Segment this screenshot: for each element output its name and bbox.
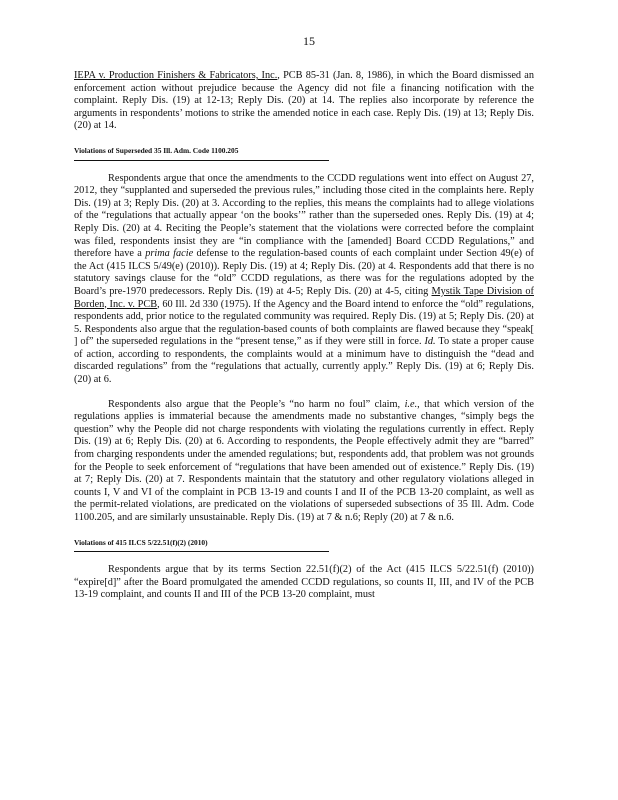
case-citation: IEPA v. Production Finishers & Fabricators, Inc. xyxy=(74,70,278,81)
page-number: 15 xyxy=(303,34,315,48)
case-citation: Mystik Tape Division of Borden, Inc. v. PCB xyxy=(74,285,534,310)
paragraph-intro xyxy=(74,70,534,133)
italic-term: Id. xyxy=(424,336,436,348)
italic-term: prima facie xyxy=(145,248,194,260)
section-heading-superseded: Violations of Superseded 35 Ill. Adm. Code 1100.205 xyxy=(74,145,534,161)
italic-term: i.e. xyxy=(404,398,418,410)
page-content xyxy=(74,70,534,614)
paragraph-statute: Respondents argue that by its terms Section 22.51(f)(2) of the Act (415 ILCS 5/22.51(f) (2010)) “expire[d]” after the Board promulgated the amended CCDD regulations, so counts II, III, and IV of the PCB 13-19 complaint, and counts II and III of the PCB 13-20 complaint, must xyxy=(74,564,534,601)
section-heading-statute: Violations of 415 ILCS 5/22.51(f)(2) (2010) xyxy=(74,537,534,553)
paragraph-text: , PCB 85-31 (Jan. 8, 1986), in which the Board dismissed an enforcement action without prejudice because the Agency did not file a financing notification with the complaint. Reply Dis. (19) at 12-13; Reply Dis. (20) at 14. The replies also incorporate by reference the arguments in respondents’ motions to strike the amended notice in each case. Reply Dis. (19) at 13; Reply Dis. (20) at 14. xyxy=(74,70,534,132)
paragraph-superseded: Respondents argue that once the amendments to the CCDD regulations went into effect on August 27, 2012, they “supplanted and superseded the previous rules,” including those cited in the complaints here. Reply Dis. (19) at 3; Reply Dis. (20) at 3. According to the replies, this means the complaints had to allege violations of the “regulations that actually appear ‘on the books’” rather than the superseded ones. Reply Dis. (19) at 4; Reply Dis. (20) at 4. Reciting the People’s statement that the violations were corrected before the complaint was filed, respondents insist they are “in compliance with the [amended] Board CCDD Regulations,” and therefore have a prima facie defense to the regulation-based counts of each complaint under Section 49(e) of the Act (415 ILCS 5/49(e) (2010)). Reply Dis. (19) at 4; Reply Dis. (20) at 4. Respondents add that there is no statutory savings clause for the “old” CCDD regulations, as there was for the regulations adopted by the Board’s pre-1970 predecessors. Reply Dis. (19) at 4-5; Reply Dis. (20) at 4-5, citing Mystik Tape Division of Borden, Inc. v. PCB, 60 Ill. 2d 330 (1975). If the Agency and the Board intend to enforce the “old” regulations, respondents add, prior notice to the regulated community was required. Reply Dis. (19) at 5; Reply Dis. (20) at 5. Respondents also argue that the regulation-based counts of both complaints are flawed because they “speak[ ] of” the superseded regulations in the “present tense,” as if they were still in force. Id. To state a proper cause of action, according to respondents, the complaints would at a minimum have to distinguish the “dead and discarded regulations” from the “regulations that actually, currently apply.” Reply Dis. (19) at 6; Reply Dis. (20) at 6. xyxy=(74,172,534,386)
paragraph-no-harm: Respondents also argue that the People’s “no harm no foul” claim, i.e., that which version of the regulations applies is immaterial because the amendments made no substantive changes, “simply begs the question” why the People did not charge respondents with violating the regulations currently in effect. Reply Dis. (19) at 6; Reply Dis. (20) at 6. According to respondents, the People effectively admit they are “barred” from charging respondents under the amended regulations; but, respondents add, that problem was not grounds for the People to seek enforcement of “regulations that have been amended out of existence.” Reply Dis. (19) at 7; Reply Dis. (20) at 7. Respondents maintain that the statutory and other regulatory violations alleged in counts I, V and VI of the complaint in PCB 13-19 and counts I and II of the PCB 13-20 complaint, as well as the permit-related violations, are predicated on the violations of superseded subsections of 35 Ill. Adm. Code 1100.205, and are similarly unsustainable. Reply Dis. (19) at 7 & n.6; Reply (20) at 7 & n.6. xyxy=(74,398,534,523)
